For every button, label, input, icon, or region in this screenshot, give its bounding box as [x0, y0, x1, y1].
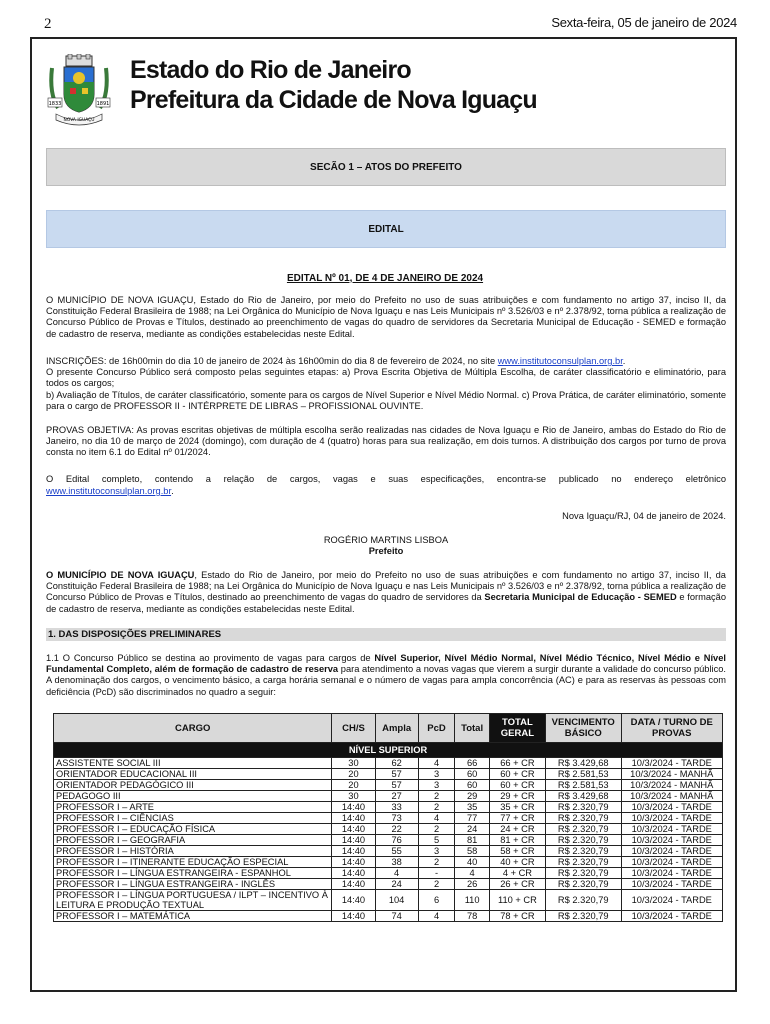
table-cell: 40 + CR [489, 857, 545, 868]
table-cell: 60 + CR [489, 769, 545, 780]
group-row [54, 743, 723, 758]
col-pcd: PcD [418, 714, 455, 743]
table-row [54, 824, 723, 835]
paragraph-titulos: b) Avaliação de Títulos, de caráter classificatório, somente para os cargos de Nível Superior e Nível Médio Normal. c) Prova Prática, de caráter eliminatório, somente para o cargo de PROFESSOR II - INTÉRPRETE DE LIBRAS – PROFISSIONAL OUVINTE. [46, 390, 726, 412]
table-cell: 81 [455, 835, 490, 846]
col-vencimento: VENCIMENTO BÁSICO [545, 714, 621, 743]
table-cell: 10/3/2024 - TARDE [621, 802, 722, 813]
table-cell: 20 [332, 780, 375, 791]
table-cell: 10/3/2024 - TARDE [621, 846, 722, 857]
table-cell: 10/3/2024 - TARDE [621, 758, 722, 769]
table-row [54, 813, 723, 824]
paragraph-edital-link: www.institutoconsulplan.org.br. [46, 486, 174, 496]
table-cell: R$ 2.320,79 [545, 890, 621, 911]
table-cell: 30 [332, 758, 375, 769]
cargos-table [53, 713, 723, 922]
table-cell: 4 [418, 813, 455, 824]
table-cell: 77 + CR [489, 813, 545, 824]
signer-role: Prefeito [368, 546, 404, 556]
table-cell: 10/3/2024 - TARDE [621, 835, 722, 846]
table-row [54, 791, 723, 802]
table-cell: 27 [375, 791, 418, 802]
table-cell: 77 [455, 813, 490, 824]
col-total: Total [455, 714, 490, 743]
table-cell: R$ 2.320,79 [545, 911, 621, 922]
table-row [54, 758, 723, 769]
col-ampla: Ampla [375, 714, 418, 743]
table-cell: 110 [455, 890, 490, 911]
table-cell: 2 [418, 824, 455, 835]
col-cargo: CARGO [54, 714, 332, 743]
table-row [54, 769, 723, 780]
table-cell: 10/3/2024 - MANHÃ [621, 769, 722, 780]
table-cell: 10/3/2024 - TARDE [621, 813, 722, 824]
table-cell: PROFESSOR I – LÍNGUA PORTUGUESA / ILPT – INCENTIVO À LEITURA E PRODUÇÃO TEXTUAL [54, 890, 332, 911]
table-cell: 104 [375, 890, 418, 911]
table-cell: 38 [375, 857, 418, 868]
table-cell: 14:40 [332, 813, 375, 824]
table-cell: 14:40 [332, 857, 375, 868]
table-cell: 66 [455, 758, 490, 769]
table-cell: 57 [375, 769, 418, 780]
table-cell: 24 [455, 824, 490, 835]
table-cell: 62 [375, 758, 418, 769]
table-cell: 5 [418, 835, 455, 846]
table-cell: 26 + CR [489, 879, 545, 890]
table-cell: 10/3/2024 - TARDE [621, 890, 722, 911]
institute-link-2[interactable]: www.institutoconsulplan.org.br [46, 486, 172, 496]
table-cell: 57 [375, 780, 418, 791]
table-cell: ORIENTADOR PEDAGÓGICO III [54, 780, 332, 791]
table-cell: 6 [418, 890, 455, 911]
table-cell: 74 [375, 911, 418, 922]
table-cell: 35 [455, 802, 490, 813]
table-cell: 60 + CR [489, 780, 545, 791]
table-cell: PROFESSOR I – LÍNGUA ESTRANGEIRA - ESPANHOL [54, 868, 332, 879]
table-cell: 76 [375, 835, 418, 846]
paragraph-provas: PROVAS OBJETIVA: As provas escritas objetivas de múltipla escolha serão realizadas nas cidades de Nova Iguaçu e Rio de Janeiro, ambas do Estado do Rio de Janeiro, no dia 10 de março de 2024 (domingo), com duração de 4 (quatro) horas para sua realização, em dois turnos. A distribuição dos cargos por turno de prova consta no item 6.1 do Edital nº 01/2024. [46, 425, 726, 458]
table-cell: 29 [455, 791, 490, 802]
table-cell: PROFESSOR I – MATEMÁTICA [54, 911, 332, 922]
table-cell: PROFESSOR I – ITINERANTE EDUCAÇÃO ESPECIAL [54, 857, 332, 868]
table-cell: PROFESSOR I – GEOGRAFIA [54, 835, 332, 846]
table-cell: 4 [375, 868, 418, 879]
table-cell: 30 [332, 791, 375, 802]
header-title [130, 55, 537, 115]
table-cell: 60 [455, 769, 490, 780]
col-data-turno: DATA / TURNO DE PROVAS [621, 714, 722, 743]
table-cell: 35 + CR [489, 802, 545, 813]
coat-of-arms-icon [46, 54, 112, 126]
table-cell: 14:40 [332, 824, 375, 835]
table-cell: R$ 2.320,79 [545, 868, 621, 879]
table-cell: 22 [375, 824, 418, 835]
table-cell: 3 [418, 846, 455, 857]
table-cell: ASSISTENTE SOCIAL III [54, 758, 332, 769]
table-cell: R$ 2.320,79 [545, 802, 621, 813]
table-cell: 10/3/2024 - TARDE [621, 879, 722, 890]
paragraph-1-1: 1.1 O Concurso Público se destina ao provimento de vagas para cargos de Nível Superior, Nível Médio Normal, Nível Médio Técnico, Nível Médio e Nível Fundamental Completo, além de formação de cadastro de reserva para atendimento a novas vagas que vierem a surgir durante a validade do concurso público. A denominação dos cargos, o vencimento básico, a carga horária semanal e o número de vagas para ampla concorrência (AC) e para as reservas às pessoas com deficiência (PcD) são discriminados no quadro a seguir: [46, 653, 726, 697]
table-cell: 10/3/2024 - TARDE [621, 911, 722, 922]
paragraph-edital-completo: O Edital completo, contendo a relação de cargos, vagas e suas especificações, encontra-se publicado no endereço eletrônico [46, 474, 726, 484]
table-cell: R$ 2.320,79 [545, 879, 621, 890]
table-cell: 110 + CR [489, 890, 545, 911]
table-cell: 66 + CR [489, 758, 545, 769]
table-cell: 4 [418, 758, 455, 769]
table-cell: 14:40 [332, 868, 375, 879]
paragraph-inscricoes: INSCRIÇÕES: de 16h00min do dia 10 de janeiro de 2024 às 16h00min do dia 8 de fevereiro de 2024, no site www.institutoconsulplan.org.br. [46, 356, 626, 366]
institute-link[interactable]: www.institutoconsulplan.org.br [497, 356, 623, 366]
table-cell: 73 [375, 813, 418, 824]
table-cell: 14:40 [332, 802, 375, 813]
paragraph-intro: O MUNICÍPIO DE NOVA IGUAÇU, Estado do Rio de Janeiro, por meio do Prefeito no uso de suas atribuições e com fundamento no artigo 37, inciso II, da Constituição Federal Brasileira de 1988; na Lei Orgânica do Município de Nova Iguaçu e nas Leis Municipais nº 3.526/03 e nº 2.378/92, torna pública a realização de Concurso Público de Provas e Títulos, destinado ao preenchimento de vagas do quadro de servidores da Secretaria Municipal de Educação - SEMED e formação de cadastro de reserva, mediante as condições estabelecidas neste Edital. [46, 295, 726, 339]
table-cell: 58 [455, 846, 490, 857]
table-cell: 2 [418, 879, 455, 890]
table-row [54, 835, 723, 846]
table-cell: 3 [418, 769, 455, 780]
table-cell: 29 + CR [489, 791, 545, 802]
table-row [54, 879, 723, 890]
table-row [54, 911, 723, 922]
table-cell: 10/3/2024 - MANHÃ [621, 780, 722, 791]
section-1-bar: SECÃO 1 – ATOS DO PREFEITO [46, 148, 726, 186]
crest-year-left: 1833 [48, 101, 62, 107]
table-cell: 24 + CR [489, 824, 545, 835]
table-cell: 78 + CR [489, 911, 545, 922]
table-cell: 55 [375, 846, 418, 857]
paragraph-municipio: O MUNICÍPIO DE NOVA IGUAÇU, Estado do Rio de Janeiro, por meio do Prefeito no uso de suas atribuições e com fundamento no artigo 37, inciso II, da Constituição Federal Brasileira de 1988; na Lei Orgânica do Município de Nova Iguaçu e nas Leis Municipais nº 3.526/03 e nº 2.378/92, torna pública a realização de Concurso Público de Provas e Títulos, destinado ao preenchimento de vagas do quadro de servidores da Secretaria Municipal de Educação - SEMED e formação de cadastro de reserva, mediante as condições estabelecidas neste Edital. [46, 570, 726, 614]
table-cell: 10/3/2024 - MANHÃ [621, 791, 722, 802]
publication-date: Sexta-feira, 05 de janeiro de 2024 [551, 15, 737, 30]
table-cell: 2 [418, 791, 455, 802]
table-row [54, 780, 723, 791]
table-row [54, 802, 723, 813]
table-cell: R$ 3.429,68 [545, 758, 621, 769]
signer-name: ROGÉRIO MARTINS LISBOA [323, 535, 449, 545]
group-label: NÍVEL SUPERIOR [54, 743, 723, 758]
crest-ribbon: NOVA IGUAÇU [63, 118, 95, 123]
table-cell: 26 [455, 879, 490, 890]
table-cell: R$ 2.581,53 [545, 769, 621, 780]
table-cell: 2 [418, 802, 455, 813]
table-cell: PROFESSOR I – ARTE [54, 802, 332, 813]
table-row [54, 857, 723, 868]
table-row [54, 846, 723, 857]
table-cell: R$ 2.320,79 [545, 835, 621, 846]
table-cell: - [418, 868, 455, 879]
paragraph-etapas: O presente Concurso Público será composto pelas seguintes etapas: a) Prova Escrita Objetiva de Múltipla Escolha, de caráter classificatório e eliminatório, para todos os cargos; [46, 367, 726, 389]
table-cell: PEDAGOGO III [54, 791, 332, 802]
city-title: Prefeitura da Cidade de Nova Iguaçu [130, 86, 537, 114]
table-cell: 60 [455, 780, 490, 791]
section-band-disposicoes: 1. DAS DISPOSIÇÕES PRELIMINARES [46, 628, 726, 641]
table-cell: 4 [455, 868, 490, 879]
crest-year-right: 1891 [96, 101, 110, 107]
table-cell: R$ 2.320,79 [545, 857, 621, 868]
table-cell: 4 [418, 911, 455, 922]
table-cell: 10/3/2024 - TARDE [621, 824, 722, 835]
table-cell: 4 + CR [489, 868, 545, 879]
table-cell: 33 [375, 802, 418, 813]
table-cell: 78 [455, 911, 490, 922]
table-cell: 40 [455, 857, 490, 868]
state-title: Estado do Rio de Janeiro [130, 56, 411, 84]
table-cell: PROFESSOR I – CIÊNCIAS [54, 813, 332, 824]
table-cell: 10/3/2024 - TARDE [621, 857, 722, 868]
col-total-geral: TOTAL GERAL [489, 714, 545, 743]
table-cell: PROFESSOR I – LÍNGUA ESTRANGEIRA - INGLÊS [54, 879, 332, 890]
table-cell: R$ 2.320,79 [545, 824, 621, 835]
table-cell: 14:40 [332, 911, 375, 922]
table-cell: 14:40 [332, 890, 375, 911]
table-cell: 2 [418, 857, 455, 868]
table-cell: 3 [418, 780, 455, 791]
table-cell: 14:40 [332, 879, 375, 890]
table-row [54, 868, 723, 879]
table-cell: 10/3/2024 - TARDE [621, 868, 722, 879]
table-cell: ORIENTADOR EDUCACIONAL III [54, 769, 332, 780]
table-cell: 14:40 [332, 835, 375, 846]
table-cell: 81 + CR [489, 835, 545, 846]
table-cell: R$ 2.581,53 [545, 780, 621, 791]
page-number: 2 [44, 16, 52, 32]
table-cell: R$ 3.429,68 [545, 791, 621, 802]
table-cell: R$ 2.320,79 [545, 846, 621, 857]
table-cell: PROFESSOR I – HISTÓRIA [54, 846, 332, 857]
table-cell: PROFESSOR I – EDUCAÇÃO FÍSICA [54, 824, 332, 835]
table-cell: 14:40 [332, 846, 375, 857]
col-chs: CH/S [332, 714, 375, 743]
table-row [54, 890, 723, 911]
table-cell: 20 [332, 769, 375, 780]
place-date: Nova Iguaçu/RJ, 04 de janeiro de 2024. [562, 511, 726, 521]
edital-title: EDITAL Nº 01, DE 4 DE JANEIRO DE 2024 [286, 273, 484, 284]
table-cell: 58 + CR [489, 846, 545, 857]
section-edital-bar: EDITAL [46, 210, 726, 248]
table-cell: 24 [375, 879, 418, 890]
table-cell: R$ 2.320,79 [545, 813, 621, 824]
table-header-row [54, 714, 723, 743]
